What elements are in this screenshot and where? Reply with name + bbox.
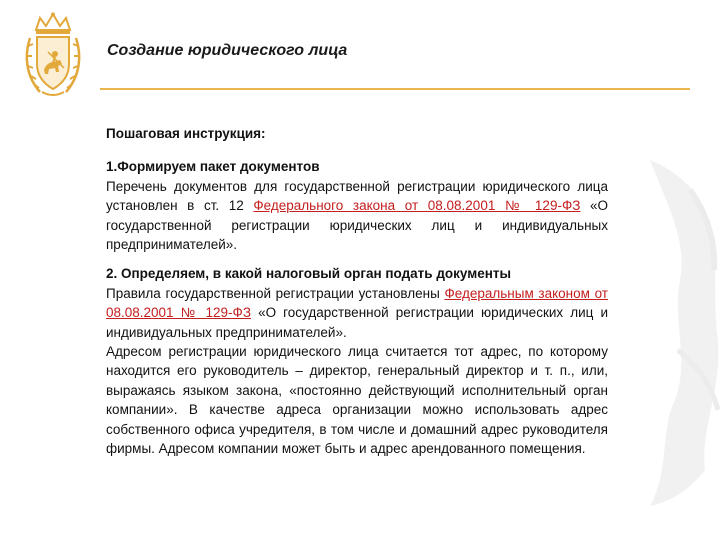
step1-text-before: Перечень документов для государственной регистрации юридического лица установлен в ст. 12 (106, 178, 608, 214)
step1-paragraph (106, 177, 608, 255)
step2-text-before: Правила государственной регистрации установлены (106, 285, 445, 301)
page-title: Создание юридического лица (107, 42, 348, 59)
intro-heading: Пошаговая инструкция: (106, 126, 266, 141)
step2-text-after: «О государственной регистрации юридических лиц и индивидуальных предпринимателей». (106, 305, 608, 340)
step2-paragraph (106, 284, 608, 342)
instruction-content (106, 124, 608, 459)
step1-law-link[interactable]: Федерального закона от 08.08.2001 № 129-ФЗ (253, 198, 581, 214)
step2-law-link[interactable]: Федеральным законом от 08.08.2001 № 129-ФЗ (106, 285, 608, 321)
header-divider (100, 88, 690, 90)
step1-text-after: «О государственной регистрации юридических лиц и индивидуальных предпринимателей». (106, 198, 609, 253)
step2-heading: 2. Определяем, в какой налоговый орган подать документы (106, 266, 512, 282)
step2-paragraph-2: Адресом регистрации юридического лица считается тот адрес, по которому находится его руководитель – директор, генеральный директор и т. п., или, выражаясь языком закона, «постоянно действующий исполнительный орган компании». В качестве адреса организации можно использовать адрес собственного офиса учредителя, в том числе и домашний адрес руководителя фирмы. Адресом компании может быть и адрес арендованного помещения. (106, 344, 608, 457)
coat-of-arms-icon (22, 12, 84, 100)
step1-heading: 1.Формируем пакет документов (106, 159, 320, 175)
